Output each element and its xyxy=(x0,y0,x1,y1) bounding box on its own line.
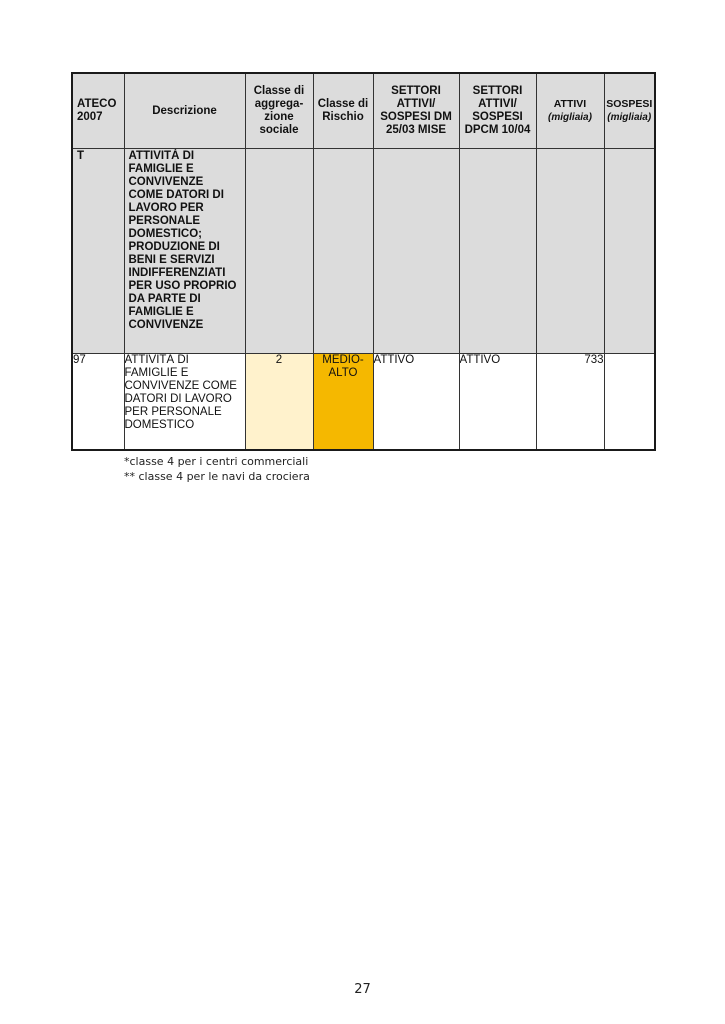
header-row xyxy=(72,73,655,149)
header-ateco: ATECO 2007 xyxy=(72,73,124,149)
page-number: 27 xyxy=(354,982,371,997)
header-classe-rischio: Classe di Rischio xyxy=(313,73,373,149)
header-settori-dpcm: SETTORI ATTIVI/ SOSPESI DPCM 10/04 xyxy=(459,73,536,149)
header-descrizione: Descrizione xyxy=(124,73,245,149)
row-attivi: 733 xyxy=(536,354,604,451)
section-description: ATTIVITÀ DI FAMIGLIE E CONVIVENZE COME DATORI DI LAVORO PER PERSONALE DOMESTICO; PRODUZIONE DI BENI E SERVIZI INDIFFERENZIATI PER USO PROPRIO DA PARTE DI FAMIGLIE E CONVIVENZE xyxy=(124,149,245,354)
ateco-table xyxy=(71,72,656,451)
footnotes xyxy=(124,454,310,484)
header-settori-dm: SETTORI ATTIVI/ SOSPESI DM 25/03 MISE xyxy=(373,73,459,149)
section-cell-empty xyxy=(536,149,604,354)
section-code: T xyxy=(72,149,124,354)
row-classe-aggregazione: 2 xyxy=(245,354,313,451)
header-attivi xyxy=(536,73,604,149)
header-sospesi xyxy=(604,73,655,149)
row-description: ATTIVITÀ DI FAMIGLIE E CONVIVENZE COME DATORI DI LAVORO PER PERSONALE DOMESTICO xyxy=(124,354,245,451)
row-settori-dpcm: ATTIVO xyxy=(459,354,536,451)
header-sospesi-unit: (migliaia) xyxy=(607,112,652,123)
header-sospesi-label: SOSPESI xyxy=(606,98,653,110)
header-attivi-unit: (migliaia) xyxy=(548,112,592,123)
footnote-1: *classe 4 per i centri commerciali xyxy=(124,455,309,468)
row-settori-dm: ATTIVO xyxy=(373,354,459,451)
header-classe-aggregazione: Classe di aggrega-zione sociale xyxy=(245,73,313,149)
section-cell-empty xyxy=(245,149,313,354)
section-cell-empty xyxy=(313,149,373,354)
header-attivi-label: ATTIVI xyxy=(553,98,587,110)
section-cell-empty xyxy=(373,149,459,354)
footnote-2: ** classe 4 per le navi da crociera xyxy=(124,470,310,483)
row-code: 97 xyxy=(72,354,124,451)
row-classe-rischio: MEDIO-ALTO xyxy=(313,354,373,451)
section-row xyxy=(72,149,655,354)
section-cell-empty xyxy=(604,149,655,354)
table-row xyxy=(72,354,655,451)
row-sospesi xyxy=(604,354,655,451)
section-cell-empty xyxy=(459,149,536,354)
